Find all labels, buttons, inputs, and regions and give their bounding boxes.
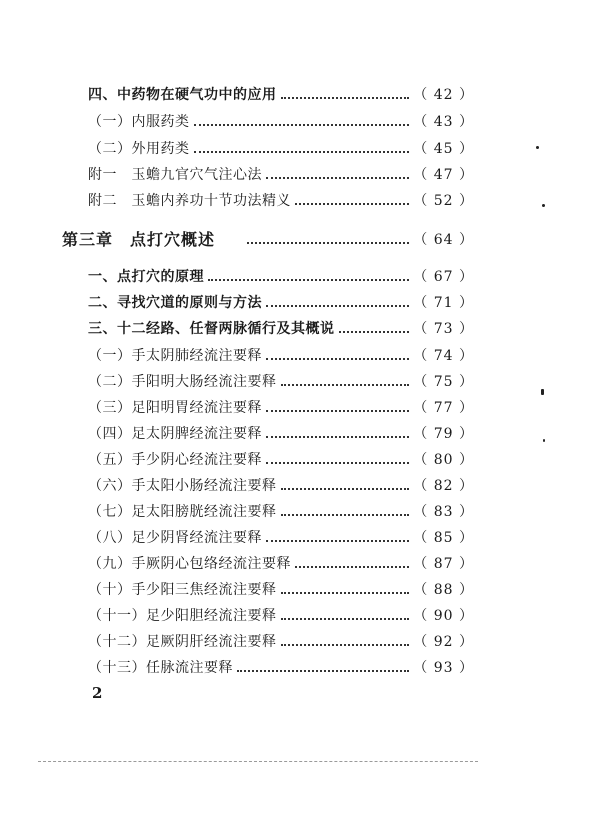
toc-entry	[88, 525, 474, 547]
toc-entry	[88, 629, 474, 651]
toc-entry-page: （ 93 ）	[413, 660, 474, 676]
toc-entry	[88, 136, 474, 158]
toc-entry-title: 四、中药物在硬气功中的应用	[88, 87, 277, 103]
toc-entry	[88, 551, 474, 573]
toc-entry-title: （九）手厥阴心包络经流注要释	[88, 556, 291, 572]
toc-entry-page: （ 74 ）	[413, 348, 474, 364]
toc-entry	[88, 603, 474, 625]
dot-leader	[208, 279, 409, 281]
dot-leader	[281, 644, 410, 646]
toc-entry-title: 附一 玉蟾九官穴气注心法	[88, 167, 262, 183]
toc-entry-page: （ 52 ）	[413, 193, 474, 209]
toc-entry-title: （十一）足少阳胆经流注要释	[88, 608, 277, 624]
toc-entry-page: （ 88 ）	[413, 582, 474, 598]
toc-entry-title: 一、点打穴的原理	[88, 269, 204, 285]
dot-leader	[247, 242, 409, 244]
dot-leader	[266, 305, 409, 307]
dot-leader	[281, 384, 410, 386]
dot-leader	[237, 670, 409, 672]
dot-leader	[194, 151, 410, 153]
toc-entry	[88, 577, 474, 599]
toc-entry	[88, 290, 474, 312]
toc-entry-page: （ 43 ）	[413, 114, 474, 130]
toc-entry-title: （四）足太阴脾经流注要释	[88, 426, 262, 442]
dot-leader	[266, 462, 409, 464]
scan-speck	[541, 389, 544, 395]
toc-entry	[88, 109, 474, 131]
toc-entry-page: （ 73 ）	[413, 321, 474, 337]
toc-entry	[88, 343, 474, 365]
scan-speck	[536, 146, 539, 149]
toc-entry-title: （一）手太阴肺经流注要释	[88, 348, 262, 364]
toc-entry-title: 三、十二经路、任督两脉循行及其概说	[88, 321, 335, 337]
dot-leader	[266, 436, 409, 438]
toc-entry-page: （ 75 ）	[413, 374, 474, 390]
toc-entry	[88, 447, 474, 469]
dot-leader	[281, 97, 410, 99]
toc-entry-page: （ 79 ）	[413, 426, 474, 442]
toc-entry-page: （ 45 ）	[413, 141, 474, 157]
toc-entry-title: （六）手太阳小肠经流注要释	[88, 478, 277, 494]
scan-speck	[542, 204, 545, 207]
toc-entry-page: （ 87 ）	[413, 556, 474, 572]
toc-entry-page: （ 85 ）	[413, 530, 474, 546]
chapter-page: （ 64 ）	[413, 232, 474, 248]
dot-leader	[281, 618, 410, 620]
dot-leader	[281, 488, 410, 490]
toc-entry-title: （十二）足厥阴肝经流注要释	[88, 634, 277, 650]
toc-entry-page: （ 71 ）	[413, 295, 474, 311]
toc-entry-page: （ 42 ）	[413, 87, 474, 103]
toc-entry-title: （十）手少阳三焦经流注要释	[88, 582, 277, 598]
toc-entry-title: （一）内服药类	[88, 114, 190, 130]
dot-leader	[266, 358, 409, 360]
dot-leader	[266, 177, 409, 179]
dot-leader	[281, 592, 410, 594]
toc-entry	[88, 421, 474, 443]
toc-entry-page: （ 82 ）	[413, 478, 474, 494]
dot-leader	[295, 566, 409, 568]
toc-entry	[88, 316, 474, 338]
toc-entry-title: （三）足阳明胃经流注要释	[88, 400, 262, 416]
toc-entry-title: 附二 玉蟾内养功十节功法精义	[88, 193, 291, 209]
page-number: 2	[92, 684, 103, 702]
dot-leader	[339, 331, 410, 333]
toc-entry-page: （ 90 ）	[413, 608, 474, 624]
dot-leader	[295, 203, 409, 205]
toc-entry	[88, 264, 474, 286]
toc-entry	[88, 395, 474, 417]
dot-leader	[194, 124, 410, 126]
toc-entry	[88, 162, 474, 184]
toc-entry-page: （ 67 ）	[413, 269, 474, 285]
toc-entry	[88, 499, 474, 521]
toc-entry	[88, 655, 474, 677]
toc-entry	[88, 369, 474, 391]
toc-entry-title: （五）手少阴心经流注要释	[88, 452, 262, 468]
chapter-heading	[62, 227, 474, 249]
scan-edge-line	[38, 760, 478, 762]
toc-entry-title: （二）手阳明大肠经流注要释	[88, 374, 277, 390]
toc-entry	[88, 473, 474, 495]
toc-entry-title: 二、寻找穴道的原则与方法	[88, 295, 262, 311]
toc-entry-page: （ 83 ）	[413, 504, 474, 520]
toc-entry-title: （二）外用药类	[88, 141, 190, 157]
chapter-title: 第三章 点打穴概述	[62, 230, 216, 249]
toc-entry-title: （八）足少阴肾经流注要释	[88, 530, 262, 546]
toc-entry-page: （ 80 ）	[413, 452, 474, 468]
toc-entry	[88, 82, 474, 104]
toc-entry-page: （ 92 ）	[413, 634, 474, 650]
toc-entry	[88, 188, 474, 210]
dot-leader	[266, 410, 409, 412]
toc-entry-title: （七）足太阳膀胱经流注要释	[88, 504, 277, 520]
dot-leader	[266, 540, 409, 542]
scan-speck	[543, 439, 545, 442]
toc-entry-page: （ 47 ）	[413, 167, 474, 183]
dot-leader	[281, 514, 410, 516]
toc-entry-page: （ 77 ）	[413, 400, 474, 416]
toc-entry-title: （十三）任脉流注要释	[88, 660, 233, 676]
